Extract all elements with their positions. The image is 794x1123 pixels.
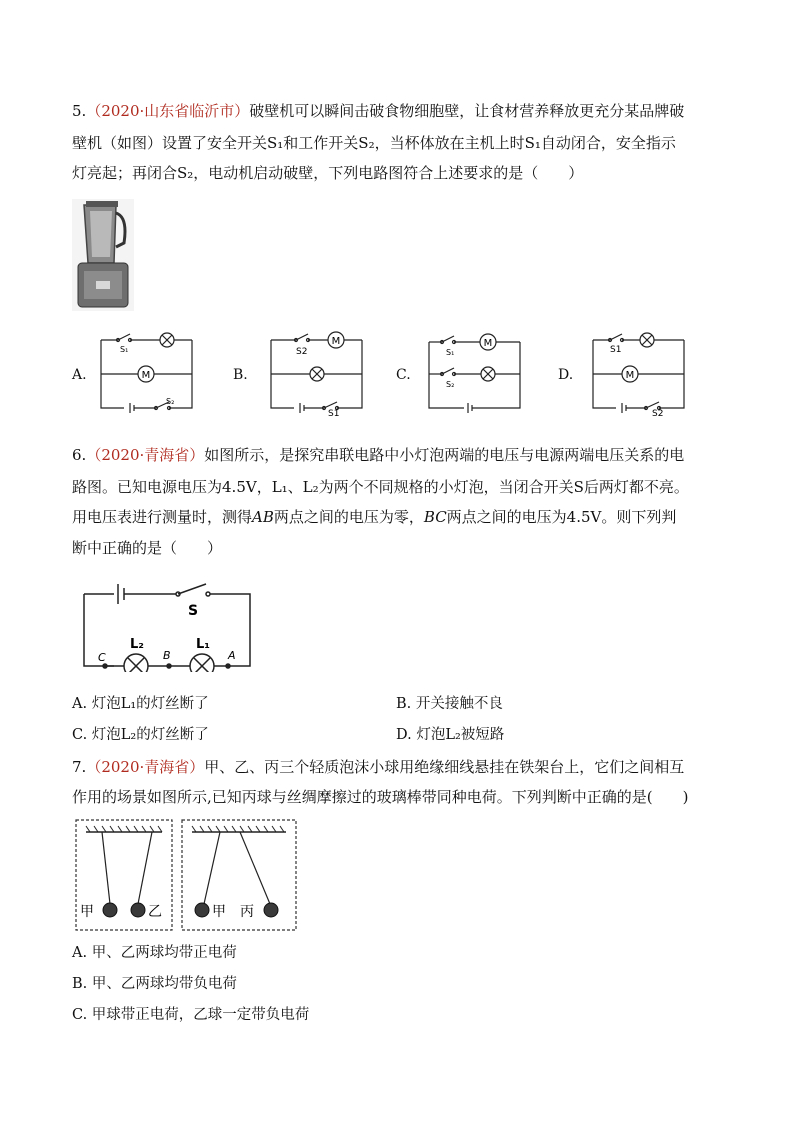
q7-line2: 作用的场景如图所示,已知丙球与丝绸摩擦过的玻璃棒带同种电荷。下列判断中正确的是( ) [72, 788, 689, 806]
q5-option-a-label[interactable]: A. [72, 367, 87, 383]
q5-option-b-circuit[interactable] [266, 326, 366, 416]
switch-label: S₁ [120, 345, 129, 354]
switch-label: S1 [610, 345, 622, 355]
q5-option-d-label[interactable]: D. [558, 367, 574, 383]
q6-circuit-diagram [78, 580, 256, 672]
q5-line1: 5.（2020·山东省临沂市）破壁机可以瞬间击破食物细胞壁，让食材营养释放更充分某品牌破 [72, 102, 685, 120]
q5-line3: 灯亮起；再闭合S₂，电动机启动破壁，下列电路图符合上述要求的是（ ） [72, 164, 584, 182]
q6-line2: 路图。已知电源电压为4.5V，L₁、L₂为两个不同规格的小灯泡，当闭合开关S后两灯都不亮。 [72, 478, 689, 496]
q6-line1: 6.（2020·青海省）如图所示，是探究串联电路中小灯泡两端的电压与电源两端电压关系的电 [72, 446, 685, 464]
label-jia-right: 甲 [212, 904, 226, 920]
switch-label: S₂ [166, 397, 175, 406]
blender-image [72, 199, 134, 311]
ball-jia-left [103, 903, 117, 917]
label-yi: 乙 [148, 904, 162, 920]
q5-option-c-label[interactable]: C. [396, 367, 411, 383]
motor-label: M [331, 336, 341, 347]
q5-option-b-label[interactable]: B. [233, 367, 248, 383]
motor-label: M [483, 338, 493, 349]
switch-label: S2 [296, 347, 308, 357]
q6-source: （2020·青海省） [86, 446, 205, 464]
q5-line2: 壁机（如图）设置了安全开关S₁和工作开关S₂，当杯体放在主机上时S₁自动闭合，安全指示 [72, 134, 676, 152]
q7-source: （2020·青海省） [86, 758, 205, 776]
l2-label: L₂ [130, 637, 144, 652]
switch-label: S₁ [446, 348, 455, 357]
q6-option-d[interactable]: D. 灯泡L₂被短路 [396, 727, 505, 743]
ball-yi [131, 903, 145, 917]
q6-line3: 用电压表进行测量时，测得AB两点之间的电压为零，BC两点之间的电压为4.5V。则下列判 [72, 508, 677, 526]
q5-option-a-circuit[interactable] [96, 326, 196, 416]
q7-pendulum-figure [74, 818, 298, 932]
switch-s-label: S [188, 603, 199, 619]
q6-option-c[interactable]: C. 灯泡L₂的灯丝断了 [72, 727, 209, 743]
label-jia-left: 甲 [80, 904, 94, 920]
q6-option-b[interactable]: B. 开关接触不良 [396, 696, 503, 712]
q5-option-d-circuit[interactable] [588, 326, 688, 416]
point-b-label: B [163, 649, 171, 662]
q7-option-b[interactable]: B. 甲、乙两球均带负电荷 [72, 976, 237, 992]
label-bing: 丙 [240, 904, 254, 920]
l1-label: L₁ [196, 637, 210, 652]
point-a-label: A [228, 649, 236, 662]
q7-option-c[interactable]: C. 甲球带正电荷，乙球一定带负电荷 [72, 1007, 310, 1023]
switch-label: S2 [652, 409, 664, 416]
q7-line1: 7.（2020·青海省）甲、乙、丙三个轻质泡沫小球用绝缘细线悬挂在铁架台上，它们之间相互 [72, 758, 685, 776]
q6-line4: 断中正确的是（ ） [72, 539, 223, 557]
motor-label: M [141, 370, 151, 381]
ball-bing [264, 903, 278, 917]
switch-label: S1 [328, 409, 340, 416]
q5-source: （2020·山东省临沂市） [86, 102, 250, 120]
q7-option-a[interactable]: A. 甲、乙两球均带正电荷 [72, 945, 237, 961]
q5-option-c-circuit[interactable] [424, 326, 524, 416]
q6-option-a[interactable]: A. 灯泡L₁的灯丝断了 [72, 696, 209, 712]
motor-label: M [625, 370, 635, 381]
ball-jia-right [195, 903, 209, 917]
point-c-label: C [98, 651, 106, 664]
switch-label: S₂ [446, 380, 455, 389]
